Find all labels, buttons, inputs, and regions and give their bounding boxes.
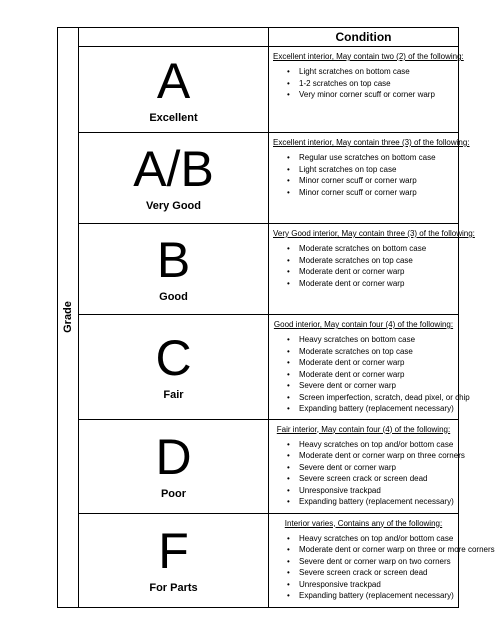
list-item: • Expanding battery (replacement necessary) bbox=[287, 590, 458, 602]
grade-side-column bbox=[58, 28, 79, 608]
list-item: • Unresponsive trackpad bbox=[287, 579, 458, 591]
grade-cell bbox=[79, 419, 269, 513]
grade-name: Fair bbox=[163, 388, 184, 401]
condition-list bbox=[269, 439, 465, 508]
condition-cell bbox=[269, 133, 470, 224]
list-item: • Moderate dent or corner warp on three or more corners bbox=[287, 544, 458, 556]
grade-name: Excellent bbox=[149, 111, 198, 124]
condition-intro: Fair interior, May contain four (4) of the following: bbox=[276, 424, 451, 434]
condition-intro: Interior varies, Contains any of the following: bbox=[284, 518, 443, 528]
list-item: • 1-2 scratches on top case bbox=[287, 78, 458, 90]
condition-cell bbox=[269, 224, 475, 315]
grade-table bbox=[57, 27, 495, 608]
list-item: • Moderate dent or corner warp bbox=[287, 369, 458, 381]
condition-cell bbox=[269, 47, 464, 133]
list-item: • Moderate dent or corner warp bbox=[287, 266, 458, 278]
list-item: • Moderate dent or corner warp bbox=[287, 278, 458, 290]
grade-row bbox=[58, 224, 459, 315]
list-item: • Severe dent or corner warp on two corners bbox=[287, 556, 458, 568]
list-item: • Very minor corner scuff or corner warp bbox=[287, 89, 458, 101]
list-item: • Screen imperfection, scratch, dead pixel, or chip bbox=[287, 392, 458, 404]
condition-intro: Excellent interior, May contain two (2) of the following: bbox=[273, 52, 464, 61]
condition-cell bbox=[269, 419, 465, 513]
condition-header: Condition bbox=[269, 28, 459, 47]
condition-list bbox=[269, 334, 470, 415]
condition-intro: Very Good interior, May contain three (3) of the following: bbox=[273, 229, 475, 238]
list-item: • Light scratches on bottom case bbox=[287, 66, 458, 78]
list-item: • Moderate dent or corner warp on three corners bbox=[287, 450, 458, 462]
list-item: • Severe dent or corner warp bbox=[287, 462, 458, 474]
grade-name: Very Good bbox=[145, 200, 202, 212]
grade-letter: A/B bbox=[133, 141, 214, 197]
grade-side-label: Grade bbox=[62, 301, 74, 334]
grade-row bbox=[58, 47, 459, 133]
grade-letter: D bbox=[155, 429, 192, 485]
list-item: • Severe screen crack or screen dead bbox=[287, 567, 458, 579]
list-item: • Minor corner scuff or corner warp bbox=[287, 187, 458, 199]
grade-cell bbox=[79, 224, 269, 315]
condition-cell bbox=[269, 513, 495, 607]
grade-row bbox=[58, 133, 459, 224]
condition-list bbox=[269, 152, 458, 198]
grade-cell bbox=[79, 47, 269, 133]
list-item: • Heavy scratches on top and/or bottom case bbox=[287, 439, 458, 451]
grade-row bbox=[58, 315, 459, 420]
list-item: • Severe dent or corner warp bbox=[287, 380, 458, 392]
list-item: • Heavy scratches on top and/or bottom case bbox=[287, 533, 458, 545]
list-item: • Unresponsive trackpad bbox=[287, 485, 458, 497]
grade-row bbox=[58, 419, 459, 513]
grade-letter: A bbox=[156, 52, 191, 109]
grade-row bbox=[58, 513, 459, 607]
list-item: • Moderate scratches on top case bbox=[287, 346, 458, 358]
condition-list bbox=[269, 66, 458, 101]
list-item: • Moderate scratches on bottom case bbox=[287, 243, 458, 255]
grade-letter: B bbox=[156, 232, 191, 288]
header-row bbox=[58, 28, 459, 47]
list-item: • Expanding battery (replacement necessary) bbox=[287, 496, 458, 508]
grade-name: For Parts bbox=[149, 582, 198, 594]
list-item: • Regular use scratches on bottom case bbox=[287, 152, 458, 164]
list-item: • Heavy scratches on bottom case bbox=[287, 334, 458, 346]
grade-cell bbox=[79, 513, 269, 607]
header-empty-cell bbox=[79, 28, 269, 47]
list-item: • Moderate dent or corner warp bbox=[287, 357, 458, 369]
condition-list bbox=[269, 533, 495, 602]
condition-list bbox=[269, 243, 458, 289]
grade-name: Good bbox=[159, 291, 188, 303]
list-item: • Expanding battery (replacement necessary) bbox=[287, 403, 458, 415]
grade-cell bbox=[79, 133, 269, 224]
list-item: • Severe screen crack or screen dead bbox=[287, 473, 458, 485]
list-item: • Minor corner scuff or corner warp bbox=[287, 175, 458, 187]
condition-intro: Excellent interior, May contain three (3) of the following: bbox=[273, 138, 470, 147]
list-item: • Moderate scratches on top case bbox=[287, 255, 458, 267]
list-item: • Light scratches on top case bbox=[287, 164, 458, 176]
grade-name: Poor bbox=[160, 488, 187, 500]
condition-cell bbox=[269, 315, 470, 420]
condition-intro: Good interior, May contain four (4) of the following: bbox=[273, 320, 454, 329]
grade-cell bbox=[79, 315, 269, 420]
grade-letter: C bbox=[155, 329, 192, 386]
grade-letter: F bbox=[158, 523, 189, 579]
